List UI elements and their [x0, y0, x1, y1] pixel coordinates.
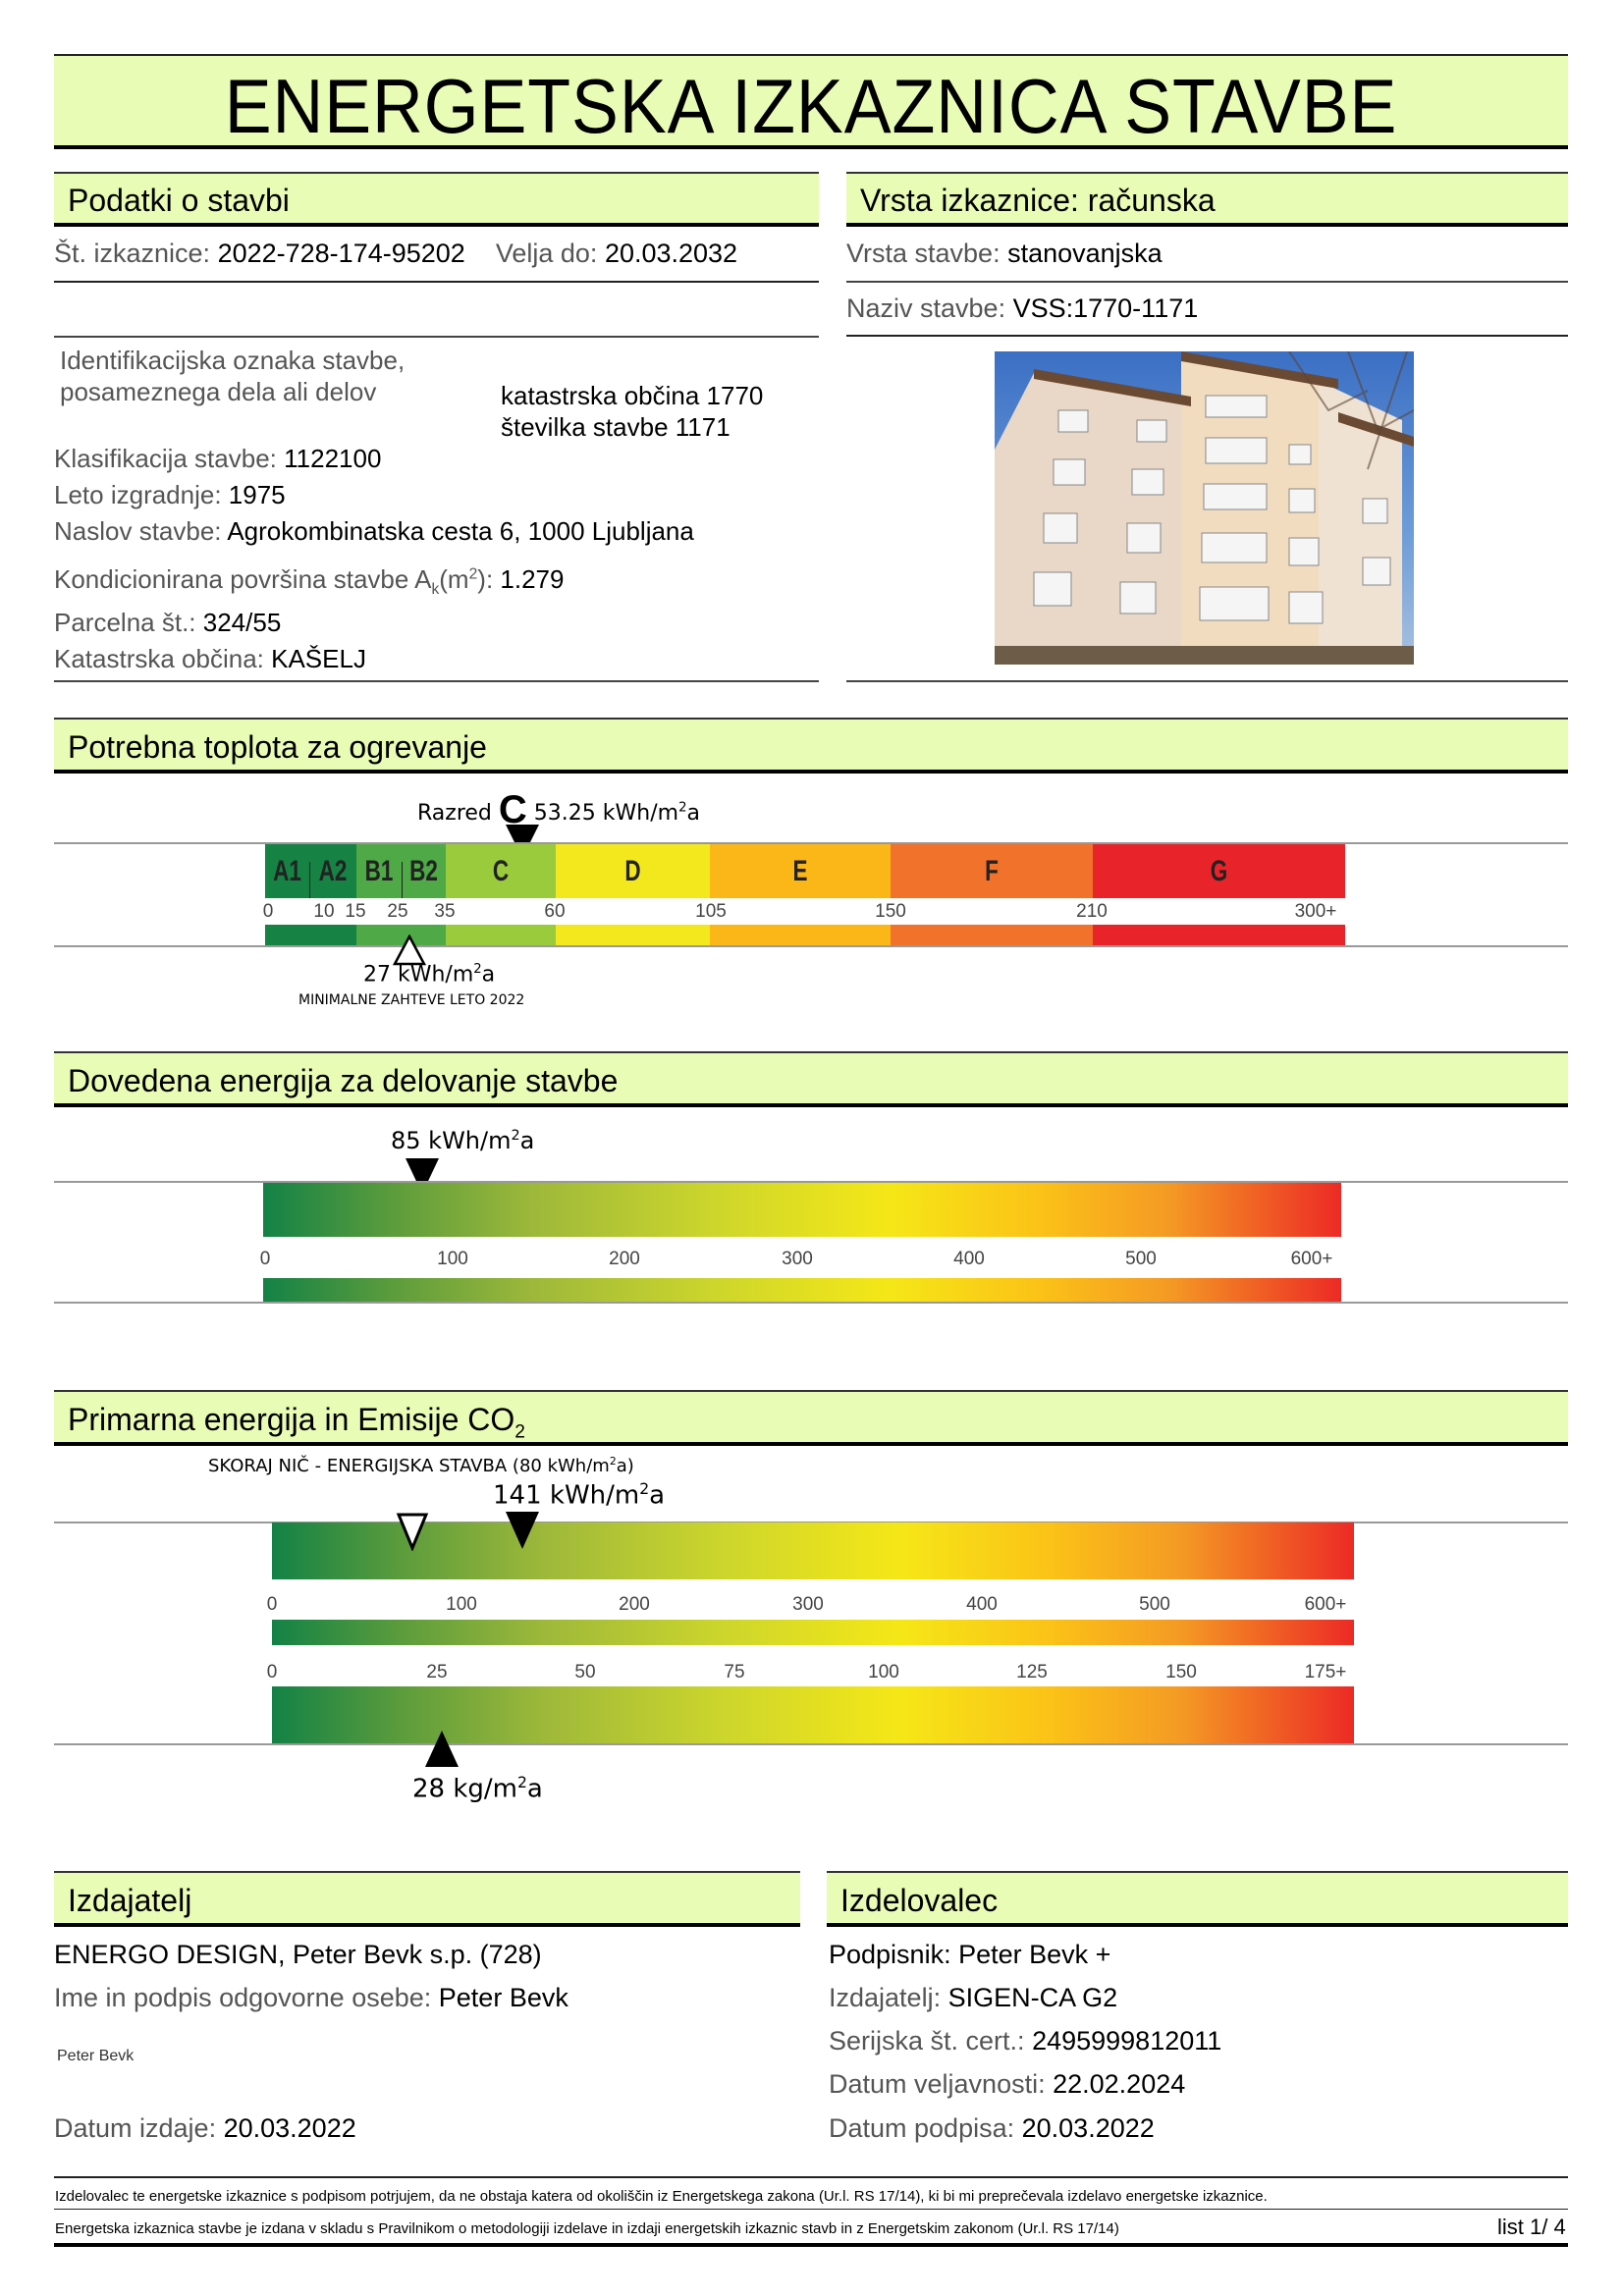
section-header-heating: [54, 718, 1568, 774]
parcel-row: [54, 608, 281, 638]
id-value-line2: številka stavbe 1171: [501, 412, 730, 442]
delivered-value: 85 kWh/$m^2a$: [391, 1127, 535, 1154]
issue-date-label: Datum izdaje:: [54, 2113, 217, 2143]
cadastral-label: Katastrska občina:: [54, 644, 264, 673]
cert-issuer: SIGEN-CA G2: [947, 1983, 1118, 2012]
section-title: Izdajatelj: [68, 1883, 192, 1918]
co2-marker-icon: [425, 1731, 459, 1767]
section-header-card-type: [846, 172, 1568, 227]
issue-date-row: [54, 2113, 356, 2144]
heating-class-letter: C: [498, 788, 527, 831]
section-header-delivered: [54, 1051, 1568, 1107]
classification-label: Klasifikacija stavbe:: [54, 444, 277, 473]
class-label-f: F: [985, 854, 999, 887]
heating-class-label: Razred C 53.25 kWh/$m^2a$: [417, 788, 700, 831]
heating-value: 53.25 kWh/$m^2a$: [533, 800, 700, 826]
gauge-frame-bottom: [54, 1743, 1568, 1745]
building-name: VSS:1770-1171: [1012, 294, 1199, 323]
building-photo: [995, 351, 1414, 665]
gauge-frame-bottom: [54, 1302, 1568, 1304]
classification-row: [54, 444, 381, 474]
cert-issuer-row: [829, 1983, 1117, 2013]
cadastral-row: [54, 644, 366, 674]
divider: [54, 336, 819, 338]
footer-divider: [54, 2243, 1568, 2247]
cert-issuer-label: Izdajatelj:: [829, 1983, 942, 2012]
year-row: [54, 480, 286, 510]
building-type-row: [846, 239, 1163, 269]
divider: [846, 335, 1568, 337]
address: Agrokombinatska cesta 6, 1000 Ljubljana: [227, 516, 694, 546]
delivered-scale-bar: [263, 1183, 1341, 1237]
section-title: Vrsta izkaznice: računska: [860, 183, 1216, 218]
footer-divider: [54, 2209, 1568, 2210]
title-bar: [54, 54, 1568, 149]
primary-marker-icon: [506, 1512, 539, 1549]
id-value-line1: katastrska občina 1770: [501, 381, 764, 410]
id-label-line2: posameznega dela ali delov: [60, 377, 377, 406]
section-header-building-data: [54, 172, 819, 227]
validity-label: Datum veljavnosti:: [829, 2069, 1046, 2099]
card-number: 2022-728-174-95202: [217, 239, 465, 268]
min-requirement-value: 27 kWh/$m^2a$: [363, 962, 496, 988]
divider: [846, 680, 1568, 682]
serial-row: [829, 2026, 1221, 2056]
divider: [54, 281, 819, 283]
primary-value: 141 kWh/$m^2a$: [493, 1480, 666, 1511]
section-header-issuer: [54, 1871, 800, 1927]
class-label-a2: A2: [318, 854, 348, 887]
class-label-a1: A1: [273, 854, 301, 887]
id-label-line1: Identifikacijska oznaka stavbe,: [60, 346, 406, 375]
sign-date: 20.03.2022: [1021, 2113, 1155, 2143]
sign-date-label: Datum podpisa:: [829, 2113, 1015, 2143]
serial-label: Serijska št. cert.:: [829, 2026, 1025, 2056]
sign-date-row: [829, 2113, 1155, 2144]
divider: [54, 680, 819, 682]
class-label-g: G: [1210, 854, 1228, 887]
responsible-label: Ime in podpis odgovorne osebe:: [54, 1983, 432, 2012]
section-title: Podatki o stavbi: [68, 183, 290, 218]
valid-until: 20.03.2032: [604, 239, 738, 268]
serial: 2495999812011: [1032, 2026, 1222, 2056]
heating-scale-bar: [265, 844, 1345, 898]
signature: Peter Bevk: [57, 2048, 135, 2064]
page-number: list 1/ 4: [1497, 2215, 1566, 2239]
section-title: Dovedena energija za delovanje stavbe: [68, 1063, 619, 1098]
heating-scale-bar-lower: [265, 925, 1345, 945]
nzeb-marker-icon: [396, 1512, 429, 1551]
co2-value: 28 $kg/m^2a$: [412, 1774, 543, 1804]
area-row: [54, 564, 564, 599]
valid-until-label: Velja do:: [495, 239, 598, 268]
building-name-label: Naziv stavbe:: [846, 294, 1006, 323]
section-header-maker: [827, 1871, 1568, 1927]
class-label-d: D: [624, 854, 641, 887]
footer-declaration: Izdelovalec te energetske izkaznice s podpisom potrjujem, da ne obstaja katera od okoliščin iz Energetskega zakona (Ur.l. RS 17/14), ki bi mi preprečevala izdelavo energetske izkaznice.: [55, 2188, 1268, 2205]
address-label: Naslov stavbe:: [54, 516, 222, 546]
primary-co2-scale-divider-bar: [272, 1620, 1354, 1645]
building-type: stanovanjska: [1007, 239, 1163, 268]
class-label-b2: B2: [409, 854, 438, 887]
classification: 1122100: [284, 444, 382, 473]
section-title: Primarna energija in Emisije $CO_2$: [68, 1402, 525, 1443]
cadastral: KAŠELJ: [271, 644, 366, 673]
primary-scale-bar: [272, 1522, 1354, 1579]
section-title: Izdelovalec: [840, 1883, 999, 1918]
section-header-primary: [54, 1390, 1568, 1446]
delivered-scale-bar-lower: [263, 1278, 1341, 1302]
min-requirement-caption: MINIMALNE ZAHTEVE LETO 2022: [298, 992, 525, 1008]
card-number-label: Št. izkaznice:: [54, 239, 211, 268]
divider: [846, 281, 1568, 283]
footer-divider: [54, 2176, 1568, 2178]
gauge-frame-bottom: [54, 945, 1568, 947]
footer-legal: Energetska izkaznica stavbe je izdana v skladu s Pravilnikom o metodologiji izdelave in izdaji energetskih izkaznic stavb in z Energetskim zakonom (Ur.l. RS 17/14): [55, 2220, 1119, 2237]
page-title: ENERGETSKA IZKAZNICA STAVBE: [224, 63, 1398, 149]
responsible-row: [54, 1983, 568, 2013]
class-label-e: E: [792, 854, 808, 887]
validity: 22.02.2024: [1053, 2069, 1186, 2099]
validity-row: [829, 2069, 1185, 2100]
area: 1.279: [500, 564, 565, 594]
building-name-row: [846, 294, 1198, 324]
year: 1975: [228, 480, 286, 509]
class-label-c: C: [492, 854, 510, 887]
nzeb-reference-label: SKORAJ NIČ - ENERGIJSKA STAVBA (80 kWh/$m^2a$): [208, 1455, 634, 1476]
address-row: [54, 516, 694, 547]
class-label-b1: B1: [364, 854, 394, 887]
responsible-person: Peter Bevk: [438, 1983, 568, 2012]
parcel: 324/55: [202, 608, 282, 637]
signer: Podpisnik: Peter Bevk +: [829, 1940, 1111, 1969]
card-number-row: [54, 239, 737, 269]
area-label: Kondicionirana površina stavbe $A_k(m^2)$:: [54, 564, 494, 599]
issue-date: 20.03.2022: [223, 2113, 356, 2143]
year-label: Leto izgradnje:: [54, 480, 222, 509]
issuer-company: ENERGO DESIGN, Peter Bevk s.p. (728): [54, 1940, 542, 1969]
building-type-label: Vrsta stavbe:: [846, 239, 1001, 268]
section-title: Potrebna toplota za ogrevanje: [68, 729, 487, 765]
parcel-label: Parcelna št.:: [54, 608, 196, 637]
building-illustration-icon: [995, 351, 1414, 665]
